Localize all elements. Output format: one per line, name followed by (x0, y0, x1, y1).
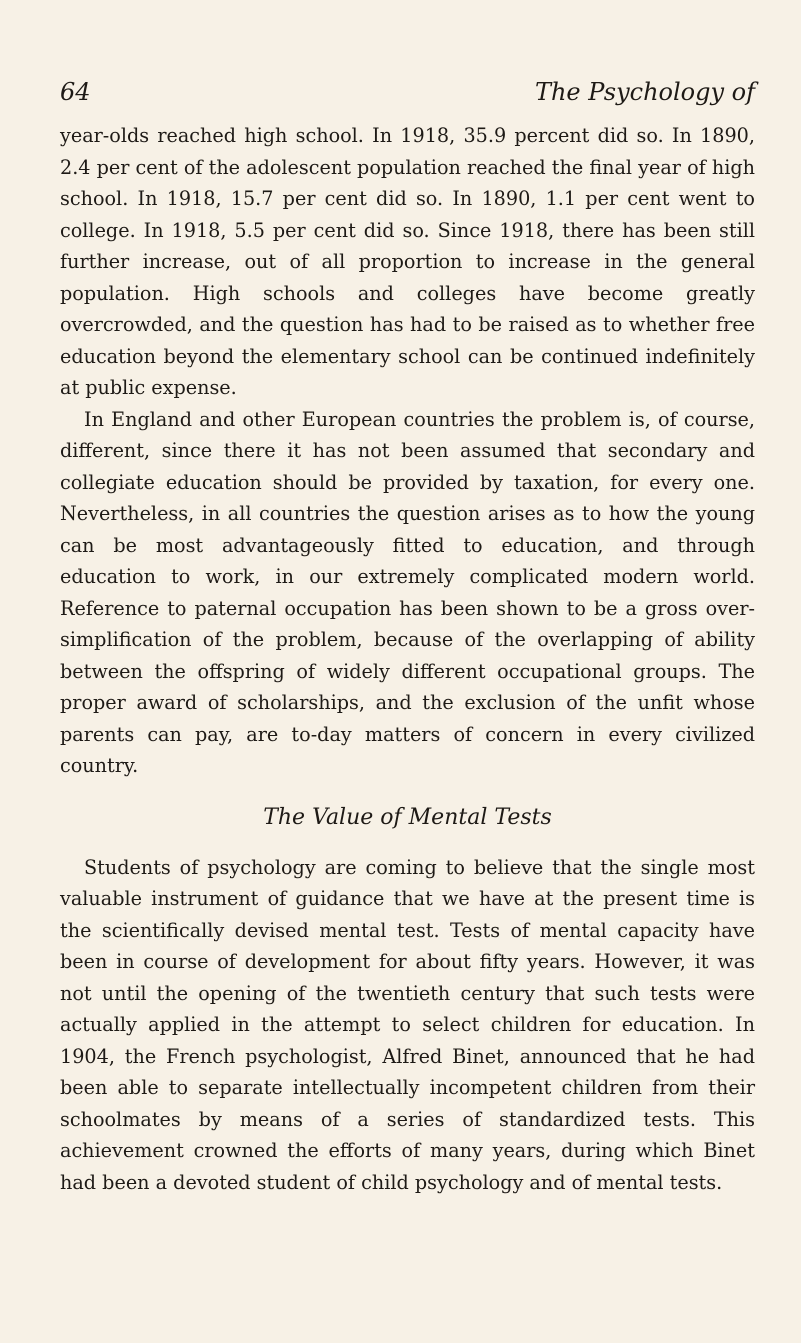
section-heading: The Value of Mental Tests (263, 804, 552, 830)
body-text (60, 120, 755, 1198)
paragraph-england: In England and other European countries the problem is, of course, different, since there it has not been assumed that secondary and collegiate education should be provided by taxation, for every one. Nevertheless, in all countries the question arises as to how the young can be most advantageously fitted to education, and through education to work, in our extremely complicated modern world. Reference to paternal occupation has been shown to be a gross over-simplification of the problem, because of the overlapping of ability between the offspring of widely different occupational groups. The proper award of scholarships, and the exclusion of the unfit whose parents can pay, are to-day matters of concern in every civilized country. (60, 407, 755, 777)
running-title: The Psychology of (534, 78, 755, 106)
paragraph-continued: year-olds reached high school. In 1918, 35.9 percent did so. In 1890, 2.4 per cent of the adolescent population reached the final year of high school. In 1918, 15.7 per cent did so. In 1890, 1.1 per cent went to college. In 1918, 5.5 per cent did so. Since 1918, there has been still further increase, out of all proportion to increase in the general population. High schools and colleges have become greatly overcrowded, and the question has had to be raised as to whether free education beyond the elementary school can be continued indefinitely at public expense. (60, 124, 755, 399)
page-number: 64 (60, 78, 91, 106)
running-head (60, 78, 755, 106)
paragraph-mental-tests: Students of psychology are coming to believe that the single most valuable instrument of guidance that we have at the present time is the scientifically devised mental test. Tests of mental capacity have been in course of development for about fifty years. However, it was not until the opening of the twentieth century that such tests were actually applied in the attempt to select children for education. In 1904, the French psychologist, Alfred Binet, announced that he had been able to separate intellectually incompetent children from their schoolmates by means of a series of standardized tests. This achievement crowned the efforts of many years, during which Binet had been a devoted student of child psychology and of mental tests. (60, 855, 755, 1194)
